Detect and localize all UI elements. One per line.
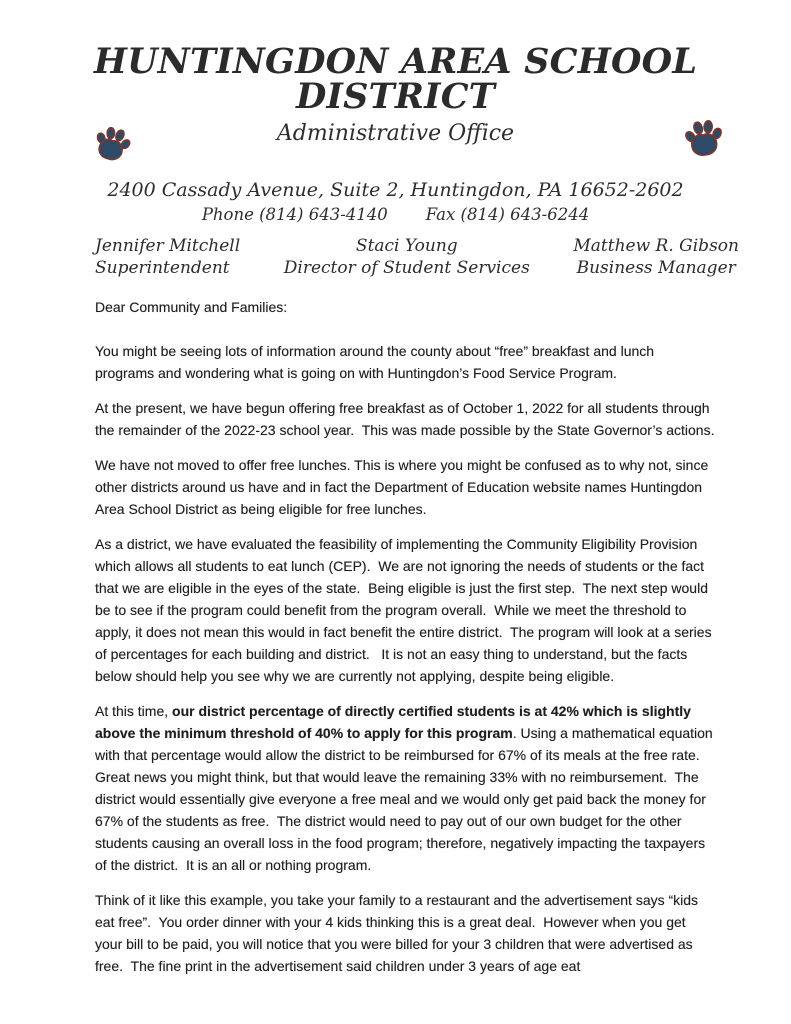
office-subtitle: Administrative Office (276, 121, 515, 146)
contact-title: Superintendent (95, 258, 230, 279)
text-segment: At the present, we have begun offering free breakfast as of October 1, 2022 for all students through the remainder of the 2022-23 school year. This was made possible by the State Governor’s actions. (95, 400, 715, 439)
text-segment: Think of it like this example, you take your family to a restaurant and the advertisement says “kids eat free”. You order dinner with your 4 kids thinking this is a great deal. However when you get your bill to be paid, you will notice that you were billed for your 3 children that were advertised as free. The fine print in the advertisement said children under 3 years of age eat (95, 892, 702, 975)
letterhead (0, 0, 791, 279)
paw-print-icon (680, 115, 728, 163)
text-segment: You might be seeing lots of information around the county about “free” breakfast and lunch programs and wondering what is going on with Huntingdon’s Food Service Program. (95, 343, 658, 382)
bold-text-segment: our district percentage of directly certified students is at 42% which is slightly above the minimum threshold of 40% to apply for this program (95, 703, 695, 742)
contacts-row (0, 225, 791, 279)
letter-paragraphs (95, 340, 715, 977)
letter-paragraph (95, 533, 715, 687)
fax-number: Fax (814) 643-6244 (425, 205, 590, 225)
address-block (0, 178, 791, 225)
contact-name: Matthew R. Gibson (573, 236, 739, 257)
letter-paragraph (95, 700, 715, 876)
contact-title: Director of Student Services (283, 258, 530, 279)
street-address: 2400 Cassady Avenue, Suite 2, Huntingdon, PA 16652-2602 (107, 179, 684, 202)
contact-business-manager (573, 235, 739, 279)
contact-name: Staci Young (355, 236, 458, 257)
contact-title: Business Manager (576, 258, 736, 279)
text-segment: At this time, (95, 703, 173, 720)
letter-body (95, 296, 715, 977)
letter-paragraph (95, 340, 715, 384)
contact-name: Jennifer Mitchell (95, 236, 241, 257)
contact-director-student-services (284, 235, 530, 279)
text-segment: As a district, we have evaluated the feasibility of implementing the Community Eligibility Provision which allows all students to eat lunch (CEP). We are not ignoring the needs of students or the fact that we are eligible in the eyes of the state. Being eligible is just the first step. The next step would be to see if the program could benefit from the program overall. While we meet the threshold to apply, it does not mean this would in fact benefit the entire district. The program will look at a series of percentages for each building and district. It is not an easy thing to understand, but the facts below should help you see why we are currently not applying, despite being eligible. (95, 536, 716, 685)
contact-superintendent (95, 235, 240, 279)
text-segment: We have not moved to offer free lunches. This is where you might be confused as to why not, since other districts around us have and in fact the Department of Education website names Huntingdon Area School District as being eligible for free lunches. (95, 457, 713, 518)
salutation: Dear Community and Families: (95, 299, 288, 316)
phone-number: Phone (814) 643-4140 (201, 205, 388, 225)
letter-paragraph (95, 454, 715, 520)
letter-paragraph (95, 397, 715, 441)
phone-fax-line (0, 204, 791, 225)
district-name: HUNTINGDON AREA SCHOOL DISTRICT (93, 41, 698, 117)
text-segment: . Using a mathematical equation with that percentage would allow the district to be reimbursed for 67% of its meals at the free rate. Great news you might think, but that would leave the remaining 33% with no reimbursement. The district would essentially give everyone a free meal and we would only get paid back the money for 67% of the students as free. The district would need to pay out of our own budget for the other students causing an overall loss in the food program; therefore, negatively impacting the taxpayers of the district. It is an all or nothing program. (95, 725, 717, 874)
paw-print-icon (88, 120, 136, 168)
letter-paragraph (95, 889, 715, 977)
